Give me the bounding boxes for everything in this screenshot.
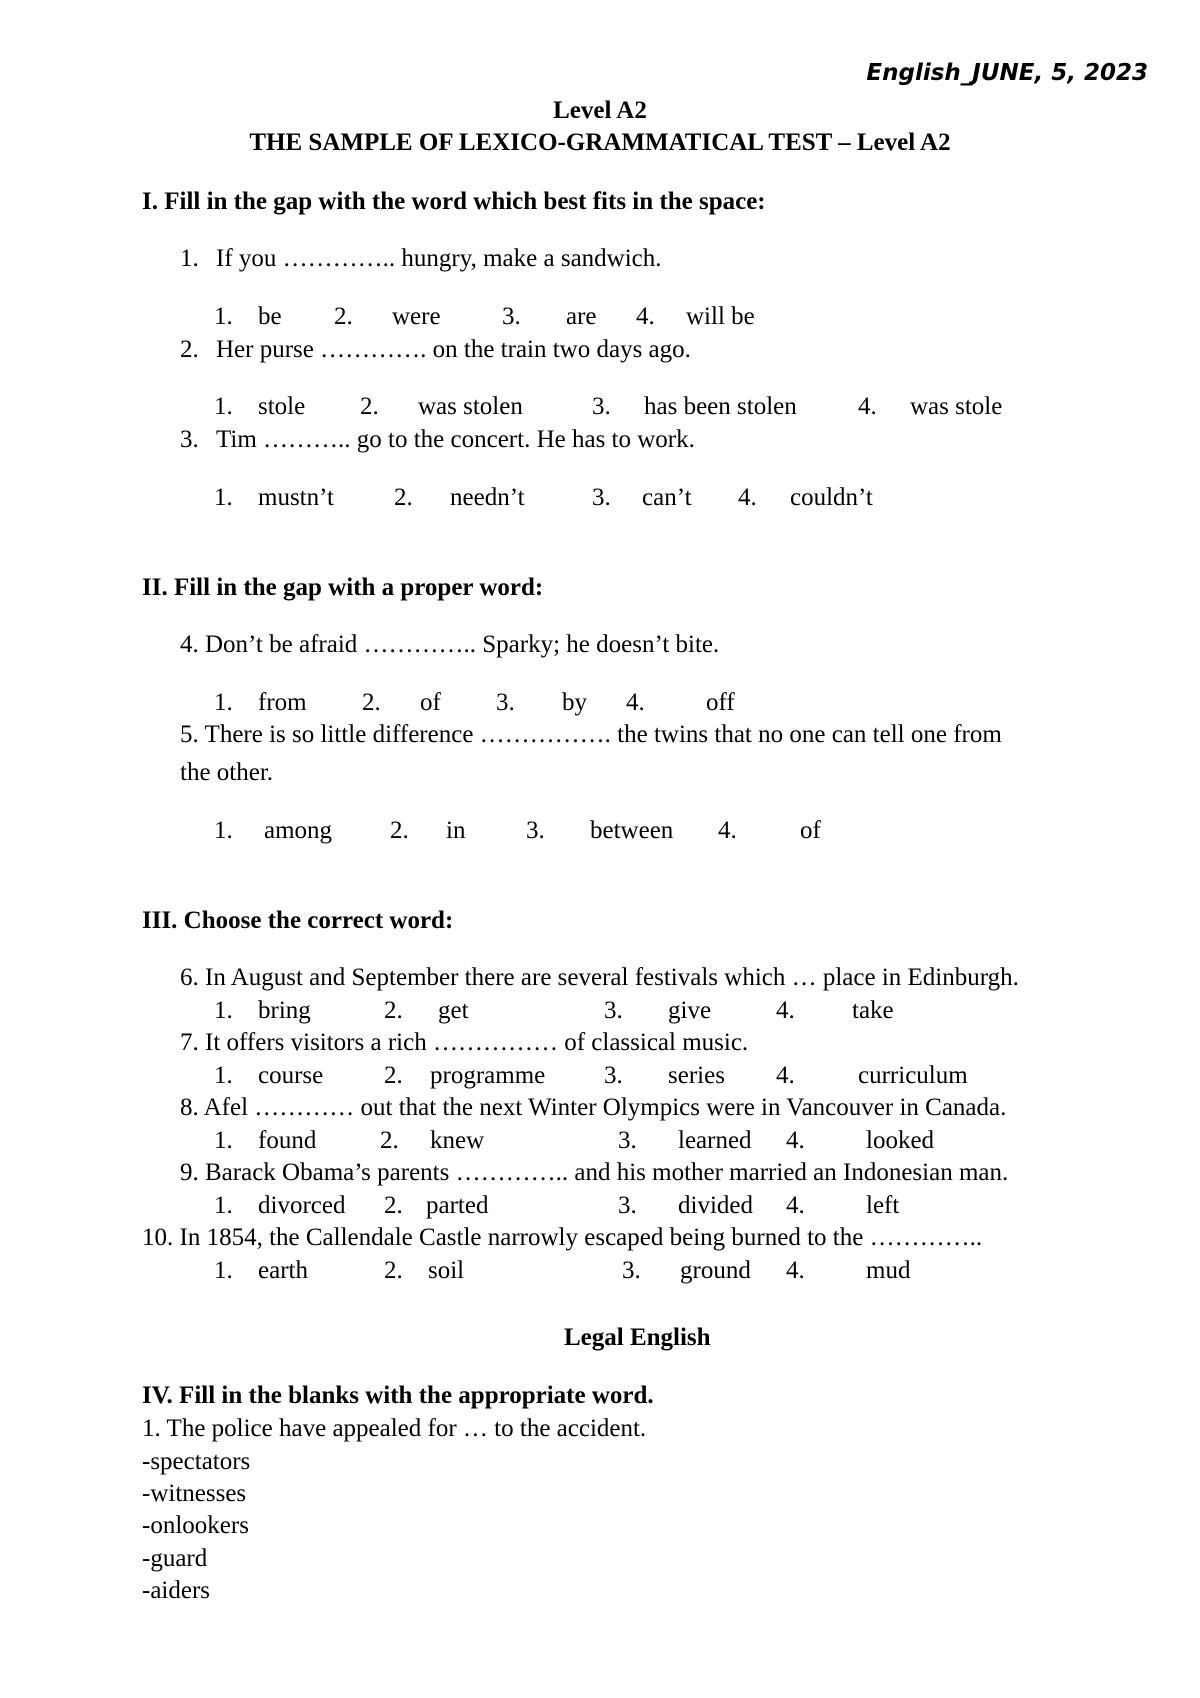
option-text: stole xyxy=(258,393,306,420)
option-text: are xyxy=(566,303,597,330)
option-text: between xyxy=(590,817,674,844)
question-1-number: 1. xyxy=(180,245,199,272)
question-10-text: 10. In 1854, the Callendale Castle narrowly escaped being burned to the ………….. xyxy=(142,1224,983,1251)
option-text: has been stolen xyxy=(644,393,797,420)
option-number: 1. xyxy=(214,689,233,716)
option-number: 4. xyxy=(786,1127,805,1154)
question-2-number: 2. xyxy=(180,336,199,363)
option-text: of xyxy=(420,689,441,716)
answer-choice: -onlookers xyxy=(142,1512,249,1539)
option-number: 2. xyxy=(334,303,353,330)
option-number: 1. xyxy=(214,393,233,420)
option-number: 2. xyxy=(384,1192,403,1219)
question-4-text: 4. Don’t be afraid ………….. Sparky; he doesn’t bite. xyxy=(180,631,720,658)
option-text: looked xyxy=(866,1127,935,1154)
option-number: 3. xyxy=(604,1062,623,1089)
option-number: 1. xyxy=(214,1062,233,1089)
section-2-heading: II. Fill in the gap with a proper word: xyxy=(142,574,544,601)
option-number: 2. xyxy=(362,689,381,716)
option-number: 2. xyxy=(390,817,409,844)
option-text: programme xyxy=(430,1062,546,1089)
option-number: 3. xyxy=(496,689,515,716)
option-text: mustn’t xyxy=(258,484,334,511)
answer-choice: -guard xyxy=(142,1545,208,1572)
option-text: can’t xyxy=(642,484,692,511)
option-text: soil xyxy=(428,1257,465,1284)
level-heading: Level A2 xyxy=(553,97,647,124)
option-number: 2. xyxy=(384,997,403,1024)
option-text: parted xyxy=(426,1192,489,1219)
option-text: earth xyxy=(258,1257,308,1284)
option-number: 1. xyxy=(214,817,233,844)
option-text: from xyxy=(258,689,307,716)
option-text: of xyxy=(800,817,821,844)
option-number: 3. xyxy=(592,393,611,420)
option-number: 4. xyxy=(776,997,795,1024)
option-text: curriculum xyxy=(858,1062,968,1089)
option-text: series xyxy=(668,1062,725,1089)
option-text: by xyxy=(562,689,587,716)
option-number: 3. xyxy=(502,303,521,330)
option-number: 4. xyxy=(786,1192,805,1219)
option-number: 4. xyxy=(626,689,645,716)
option-text: was stolen xyxy=(418,393,523,420)
option-text: off xyxy=(706,689,735,716)
option-text: knew xyxy=(430,1127,485,1154)
answer-choice: -witnesses xyxy=(142,1480,247,1507)
option-number: 3. xyxy=(604,997,623,1024)
option-number: 3. xyxy=(618,1127,637,1154)
answer-choice: -aiders xyxy=(142,1577,211,1604)
option-number: 1. xyxy=(214,1192,233,1219)
question-5-text: 5. There is so little difference ……………. the twins that no one can tell one from xyxy=(180,721,1002,748)
section-1-heading: I. Fill in the gap with the word which best fits in the space: xyxy=(142,188,766,215)
question-3-text: Tim ……….. go to the concert. He has to work. xyxy=(216,426,695,453)
document-title: THE SAMPLE OF LEXICO-GRAMMATICAL TEST – Level A2 xyxy=(249,129,951,156)
option-text: in xyxy=(446,817,466,844)
option-number: 2. xyxy=(360,393,379,420)
option-number: 1. xyxy=(214,484,233,511)
option-number: 3. xyxy=(618,1192,637,1219)
option-text: learned xyxy=(678,1127,752,1154)
option-number: 2. xyxy=(384,1257,403,1284)
option-number: 3. xyxy=(592,484,611,511)
option-text: found xyxy=(258,1127,317,1154)
option-text: was stole xyxy=(910,393,1003,420)
option-text: will be xyxy=(686,303,755,330)
question-9-text: 9. Barack Obama’s parents ………….. and his mother married an Indonesian man. xyxy=(180,1159,1009,1186)
option-text: were xyxy=(392,303,441,330)
option-text: ground xyxy=(680,1257,751,1284)
document-date: English_JUNE, 5, 2023 xyxy=(866,60,1148,86)
option-text: needn’t xyxy=(450,484,525,511)
option-text: course xyxy=(258,1062,324,1089)
option-number: 4. xyxy=(718,817,737,844)
option-number: 1. xyxy=(214,1127,233,1154)
option-text: get xyxy=(438,997,469,1024)
question-5-text-continued: the other. xyxy=(180,759,274,786)
question-2-text: Her purse …………. on the train two days ago. xyxy=(216,336,691,363)
question-6-text: 6. In August and September there are several festivals which … place in Edinburgh. xyxy=(180,964,1019,991)
option-number: 4. xyxy=(858,393,877,420)
option-number: 1. xyxy=(214,1257,233,1284)
option-text: mud xyxy=(866,1257,911,1284)
question-1-text: If you ………….. hungry, make a sandwich. xyxy=(216,245,662,272)
option-text: give xyxy=(668,997,712,1024)
option-number: 1. xyxy=(214,997,233,1024)
option-number: 4. xyxy=(776,1062,795,1089)
option-number: 4. xyxy=(786,1257,805,1284)
option-number: 2. xyxy=(394,484,413,511)
option-text: divided xyxy=(678,1192,753,1219)
option-number: 2. xyxy=(380,1127,399,1154)
option-number: 1. xyxy=(214,303,233,330)
option-text: take xyxy=(852,997,894,1024)
option-text: divorced xyxy=(258,1192,346,1219)
option-number: 4. xyxy=(636,303,655,330)
option-number: 3. xyxy=(526,817,545,844)
option-number: 2. xyxy=(384,1062,403,1089)
answer-choice: -spectators xyxy=(142,1448,251,1475)
option-text: among xyxy=(264,817,333,844)
question-7-text: 7. It offers visitors a rich …………… of classical music. xyxy=(180,1029,749,1056)
option-text: couldn’t xyxy=(790,484,873,511)
option-text: be xyxy=(258,303,282,330)
option-text: bring xyxy=(258,997,311,1024)
option-number: 3. xyxy=(622,1257,641,1284)
legal-english-heading: Legal English xyxy=(564,1324,711,1351)
section-3-heading: III. Choose the correct word: xyxy=(142,907,454,934)
option-text: left xyxy=(866,1192,900,1219)
section-4-heading: IV. Fill in the blanks with the appropriate word. xyxy=(142,1382,654,1409)
option-number: 4. xyxy=(738,484,757,511)
legal-question-1-text: 1. The police have appealed for … to the accident. xyxy=(142,1415,647,1442)
question-3-number: 3. xyxy=(180,426,199,453)
question-8-text: 8. Afel ………… out that the next Winter Olympics were in Vancouver in Canada. xyxy=(180,1094,1007,1121)
